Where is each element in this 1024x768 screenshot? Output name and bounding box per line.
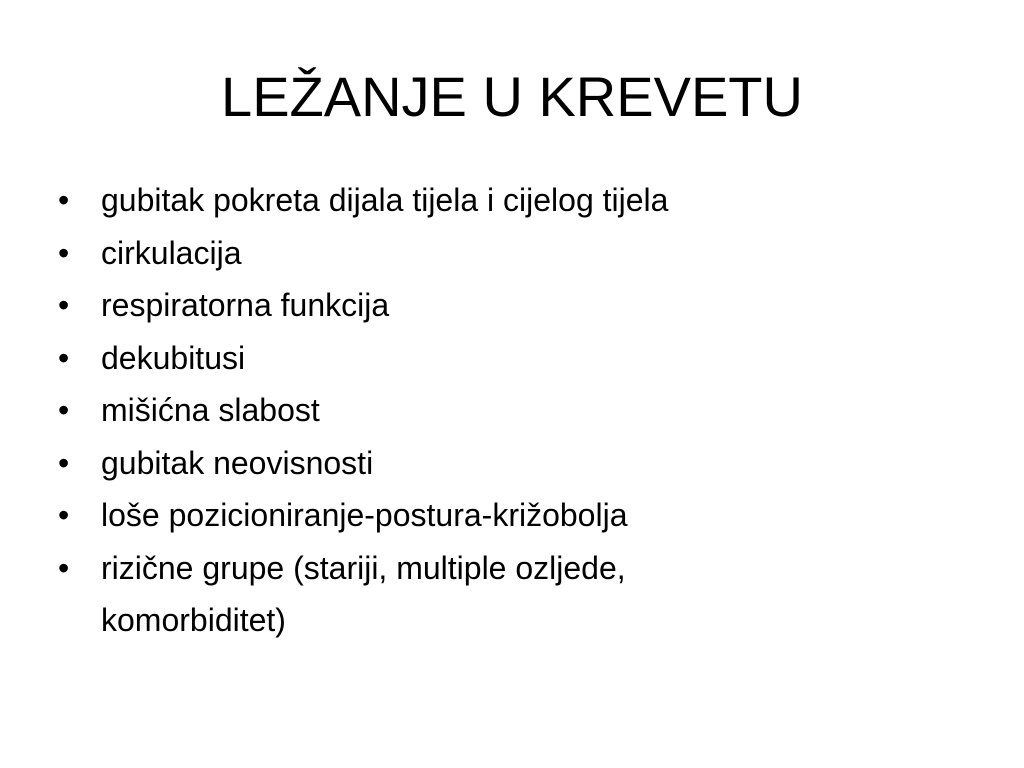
bullet-list — [58, 182, 958, 654]
bullet-text-line-2: komorbiditet) — [101, 601, 286, 638]
bullet-marker: • — [58, 234, 70, 271]
bullet-text: mišićna slabost — [101, 392, 320, 428]
list-item — [58, 497, 958, 534]
list-item — [58, 235, 958, 272]
bullet-marker: • — [58, 287, 70, 323]
list-item — [58, 445, 958, 482]
bullet-text: loše pozicioniranje-postura-križobolja — [101, 497, 628, 533]
bullet-text: dekubitusi — [101, 339, 246, 376]
bullet-text — [101, 550, 958, 639]
bullet-text-line-1: rizične grupe (stariji, multiple ozljede, — [101, 549, 626, 586]
list-item — [58, 550, 958, 639]
bullet-marker: • — [58, 444, 70, 481]
bullet-marker: • — [58, 497, 70, 533]
bullet-marker: • — [58, 182, 70, 218]
bullet-text: respiratorna funkcija — [101, 287, 390, 323]
list-item — [58, 392, 958, 429]
bullet-text: gubitak neovisnosti — [101, 444, 374, 481]
list-item — [58, 182, 958, 219]
bullet-text: cirkulacija — [101, 234, 242, 271]
bullet-marker: • — [58, 392, 70, 428]
slide-title: LEŽANJE U KREVETU — [221, 65, 803, 128]
bullet-text: gubitak pokreta dijala tijela i cijelog tijela — [101, 182, 669, 218]
bullet-marker: • — [58, 549, 70, 586]
list-item — [58, 340, 958, 377]
bullet-marker: • — [58, 339, 70, 376]
list-item — [58, 287, 958, 324]
